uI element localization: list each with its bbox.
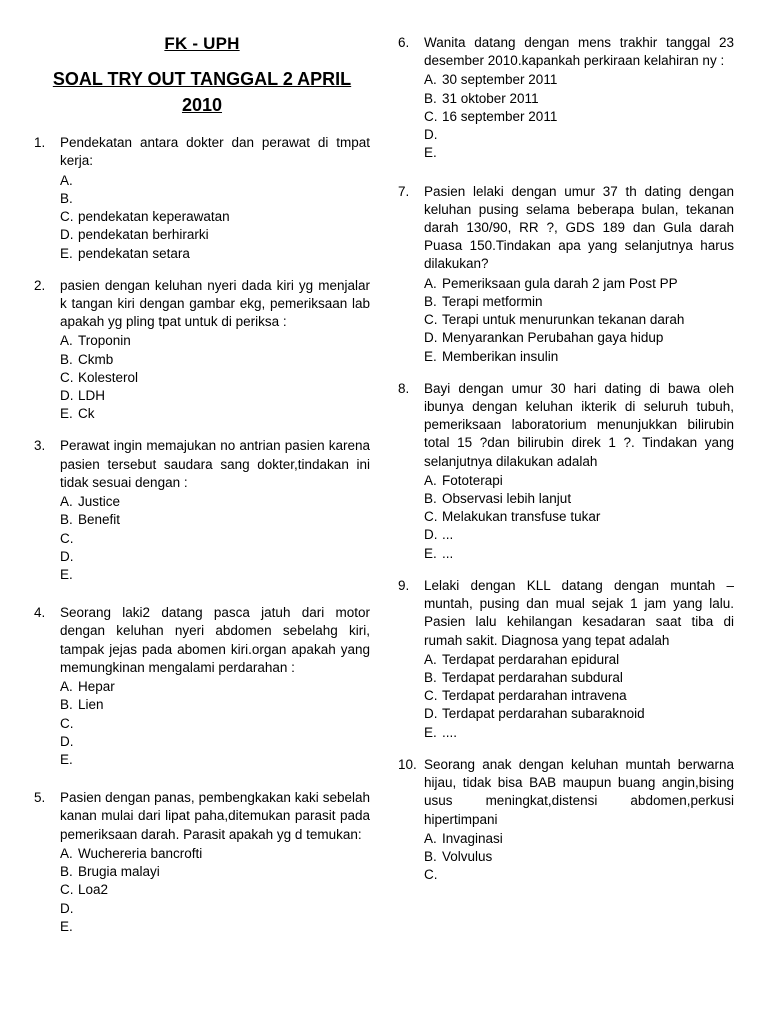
question-body: [424, 183, 734, 366]
option-list: [424, 275, 734, 366]
option-letter: B.: [424, 848, 437, 864]
option-item: [60, 733, 370, 751]
option-text: Benefit: [78, 512, 121, 528]
option-item: [424, 71, 734, 89]
option-item: [60, 405, 370, 423]
option-letter: B.: [424, 670, 437, 685]
question-body: [60, 604, 370, 769]
question-item: [398, 756, 734, 885]
option-item: [60, 332, 370, 350]
option-text: Terdapat perdarahan intravena: [442, 688, 627, 704]
option-item: [60, 172, 370, 190]
option-text: [78, 190, 370, 208]
question-body: [424, 577, 734, 742]
option-item: [424, 108, 734, 126]
option-text: [78, 715, 370, 733]
option-letter: D.: [424, 127, 438, 143]
question-number: 5.: [34, 790, 46, 806]
option-item: [424, 687, 734, 705]
option-letter: A.: [424, 651, 437, 667]
option-item: [424, 311, 734, 329]
option-item: [424, 329, 734, 347]
option-letter: B.: [424, 491, 437, 507]
option-letter: C.: [60, 209, 74, 225]
option-letter: B.: [60, 697, 73, 713]
option-letter: E.: [60, 245, 73, 261]
question-item: [34, 277, 370, 424]
option-letter: C.: [424, 688, 438, 704]
option-letter: D.: [60, 227, 74, 243]
option-text: [442, 126, 734, 144]
option-item: [60, 245, 370, 263]
question-number: 2.: [34, 277, 46, 293]
option-item: [60, 351, 370, 369]
option-text: Justice: [78, 494, 121, 510]
option-item: [60, 369, 370, 387]
question-number: 8.: [398, 380, 410, 396]
option-text: [78, 918, 370, 936]
option-text: [442, 144, 734, 162]
question-item: [34, 789, 370, 936]
option-item: [424, 348, 734, 366]
left-column: [34, 34, 370, 1024]
question-item: [398, 577, 734, 742]
option-item: [424, 705, 734, 723]
option-letter: A.: [60, 494, 73, 510]
option-item: [424, 669, 734, 687]
option-item: [60, 881, 370, 899]
option-text: Memberikan insulin: [442, 348, 559, 364]
option-list: [60, 678, 370, 769]
option-letter: C.: [60, 882, 74, 898]
option-letter: E.: [60, 406, 73, 422]
option-letter: C.: [60, 530, 74, 546]
question-body: [60, 277, 370, 424]
option-text: Terapi metformin: [442, 293, 543, 309]
option-item: [424, 651, 734, 669]
question-number: 6.: [398, 35, 410, 50]
option-item: [424, 545, 734, 563]
option-item: [60, 751, 370, 769]
option-letter: C.: [60, 369, 74, 385]
option-letter: B.: [424, 90, 437, 106]
option-letter: A.: [60, 845, 73, 861]
option-letter: A.: [60, 333, 73, 349]
option-item: [60, 208, 370, 226]
option-item: [60, 715, 370, 733]
option-letter: E.: [424, 545, 437, 561]
option-letter: C.: [60, 715, 74, 731]
option-letter: D.: [424, 706, 438, 722]
option-letter: E.: [424, 724, 437, 740]
option-item: [60, 387, 370, 405]
option-text: [78, 751, 370, 769]
option-text: Invaginasi: [442, 830, 503, 846]
question-item: [398, 183, 734, 366]
option-text: [78, 900, 370, 918]
option-letter: B.: [60, 864, 73, 880]
question-item: [398, 34, 734, 163]
option-list: [60, 332, 370, 423]
option-text: 30 september 2011: [442, 72, 558, 88]
option-list: [424, 651, 734, 742]
option-text: Terdapat perdarahan epidural: [442, 651, 620, 667]
option-item: [60, 845, 370, 863]
option-text: Melakukan transfuse tukar: [442, 509, 601, 525]
option-item: [60, 530, 370, 548]
option-item: [60, 678, 370, 696]
page-title: FK - UPH: [164, 34, 240, 53]
question-text: Pasien lelaki dengan umur 37 th dating dengan keluhan pusing selama beberapa bulan, tekanan darah 130/90, RR ?, GDS 189 dan Gula darah Puasa 150.Tindakan apa yang selanjutnya harus dilakukan?: [424, 183, 734, 272]
question-item: [398, 380, 734, 563]
option-letter: B.: [424, 293, 437, 309]
option-text: Loa2: [78, 882, 109, 898]
option-item: [424, 508, 734, 526]
option-list: [60, 172, 370, 263]
question-text: Seorang anak dengan keluhan muntah berwarna hijau, tidak bisa BAB maupun buang angin,bising usus meningkat,distensi abdomen,perkusi hipertimpani: [424, 756, 734, 827]
option-text: [78, 172, 370, 190]
option-item: [60, 190, 370, 208]
question-number: 7.: [398, 183, 410, 199]
option-item: [424, 472, 734, 490]
question-text: Seorang laki2 datang pasca jatuh dari motor dengan keluhan nyeri abdomen sebelahg kiri, tampak jejas pada abomen kiri.organ apakah yang memungkinan mengalami perdarahan :: [60, 605, 370, 675]
option-text: Troponin: [78, 333, 131, 349]
option-item: [60, 918, 370, 936]
option-item: [60, 548, 370, 566]
question-body: [60, 789, 370, 936]
option-text: 16 september 2011: [442, 108, 558, 124]
question-text: Pendekatan antara dokter dan perawat di tmpat kerja:: [60, 135, 370, 169]
option-letter: C.: [424, 108, 438, 124]
question-body: [60, 437, 370, 584]
option-letter: E.: [60, 567, 73, 582]
option-item: [424, 866, 734, 884]
question-number: 1.: [34, 135, 46, 151]
question-number: 4.: [34, 605, 46, 621]
option-item: [424, 144, 734, 162]
option-text: ....: [442, 724, 458, 740]
question-item: [34, 437, 370, 584]
option-text: Wuchereria bancrofti: [78, 845, 203, 861]
question-text: pasien dengan keluhan nyeri dada kiri yg menjalar k tangan kiri dengan gambar ekg, pemeriksaan lab apakah yg pling tpat untuk di periksa :: [60, 277, 370, 330]
option-text: Brugia malayi: [78, 864, 160, 880]
option-text: [78, 548, 370, 566]
option-letter: A.: [424, 830, 437, 846]
option-letter: D.: [424, 527, 438, 543]
option-letter: D.: [60, 388, 74, 404]
question-text: Perawat ingin memajukan no antrian pasien karena pasien tersebut saudara sang dokter,tindakan ini tidak sesuai dengan :: [60, 438, 370, 490]
option-letter: D.: [60, 900, 74, 916]
option-text: [78, 566, 370, 584]
option-letter: A.: [60, 679, 73, 695]
option-text: Observasi lebih lanjut: [442, 491, 572, 507]
option-item: [424, 275, 734, 293]
option-letter: A.: [424, 72, 437, 88]
option-item: [424, 490, 734, 508]
option-letter: B.: [60, 351, 73, 367]
option-text: Terapi untuk menurunkan tekanan darah: [442, 312, 685, 328]
option-item: [60, 226, 370, 244]
question-text: Lelaki dengan KLL datang dengan muntah – muntah, pusing dan mual sejak 1 jam yang lalu. Pasien lalu kehilangan kesadaran saat tiba di rumah sakit. Diagnosa yang tepat adalah: [424, 577, 734, 648]
option-letter: D.: [60, 548, 74, 564]
question-body: [60, 134, 370, 263]
option-text: Menyarankan Perubahan gaya hidup: [442, 330, 664, 346]
option-item: [60, 511, 370, 529]
question-item: [34, 604, 370, 769]
option-item: [424, 526, 734, 544]
option-item: [60, 900, 370, 918]
option-text: ...: [442, 545, 454, 561]
option-letter: B.: [60, 512, 73, 528]
option-text: pendekatan berhirarki: [78, 227, 209, 243]
option-list: [424, 830, 734, 885]
option-letter: E.: [424, 145, 437, 161]
option-letter: B.: [60, 190, 73, 206]
option-text: [78, 733, 370, 751]
option-list: [424, 472, 734, 563]
question-text: Pasien dengan panas, pembengkakan kaki sebelah kanan mulai dari lipat paha,ditemukan parasit pada pemeriksaan darah. Parasit apakah yg d temukan:: [60, 790, 370, 842]
option-list: [424, 71, 734, 162]
option-item: [60, 863, 370, 881]
right-column: [398, 34, 734, 1024]
question-item: [34, 134, 370, 263]
option-item: [424, 830, 734, 848]
question-text: Bayi dengan umur 30 hari dating di bawa oleh ibunya dengan keluhan ikterik di seluruh tubuh, pemeriksaan laboratorium menunjukkan bilirubin total 15 ?dan bilirubin direk 1 ?. Tindakan yang selanjutnya dilakukan adalah: [424, 380, 734, 469]
option-text: ...: [442, 527, 454, 543]
option-text: Terdapat perdarahan subaraknoid: [442, 706, 645, 722]
option-letter: A.: [424, 275, 437, 291]
option-item: [424, 126, 734, 144]
option-item: [424, 293, 734, 311]
option-letter: C.: [424, 867, 438, 883]
option-text: Kolesterol: [78, 369, 139, 385]
option-letter: A.: [424, 472, 437, 488]
question-body: [424, 380, 734, 563]
option-item: [60, 696, 370, 714]
option-text: 31 oktober 2011: [442, 90, 539, 106]
question-number: 10.: [398, 756, 417, 772]
option-text: LDH: [78, 388, 106, 404]
option-text: Lien: [78, 697, 104, 713]
option-item: [424, 724, 734, 742]
option-list: [60, 845, 370, 936]
option-text: pendekatan keperawatan: [78, 209, 230, 225]
option-text: [442, 866, 734, 884]
option-text: Hepar: [78, 679, 115, 695]
option-item: [60, 566, 370, 584]
option-letter: A.: [60, 172, 73, 188]
option-letter: C.: [424, 509, 438, 525]
option-letter: E.: [60, 751, 73, 767]
option-item: [60, 493, 370, 511]
option-text: Fototerapi: [442, 472, 503, 488]
option-text: pendekatan setara: [78, 245, 190, 261]
question-body: [424, 34, 734, 163]
option-letter: E.: [424, 348, 437, 364]
option-text: Ck: [78, 406, 95, 422]
question-number: 9.: [398, 577, 410, 593]
question-text: Wanita datang dengan mens trakhir tanggal 23 desember 2010.kapankah perkiraan kelahiran ny :: [424, 35, 734, 69]
option-item: [424, 90, 734, 108]
option-text: Volvulus: [442, 848, 493, 864]
option-letter: C.: [424, 312, 438, 328]
option-item: [424, 848, 734, 866]
page-subtitle: SOAL TRY OUT TANGGAL 2 APRIL 2010: [52, 69, 352, 116]
option-letter: D.: [60, 733, 74, 749]
option-letter: D.: [424, 330, 438, 346]
option-text: Ckmb: [78, 351, 114, 367]
option-text: Pemeriksaan gula darah 2 jam Post PP: [442, 275, 678, 291]
question-body: [424, 756, 734, 885]
question-number: 3.: [34, 438, 46, 454]
option-text: [78, 530, 370, 548]
option-text: Terdapat perdarahan subdural: [442, 670, 623, 685]
option-letter: E.: [60, 918, 73, 934]
option-list: [60, 493, 370, 584]
